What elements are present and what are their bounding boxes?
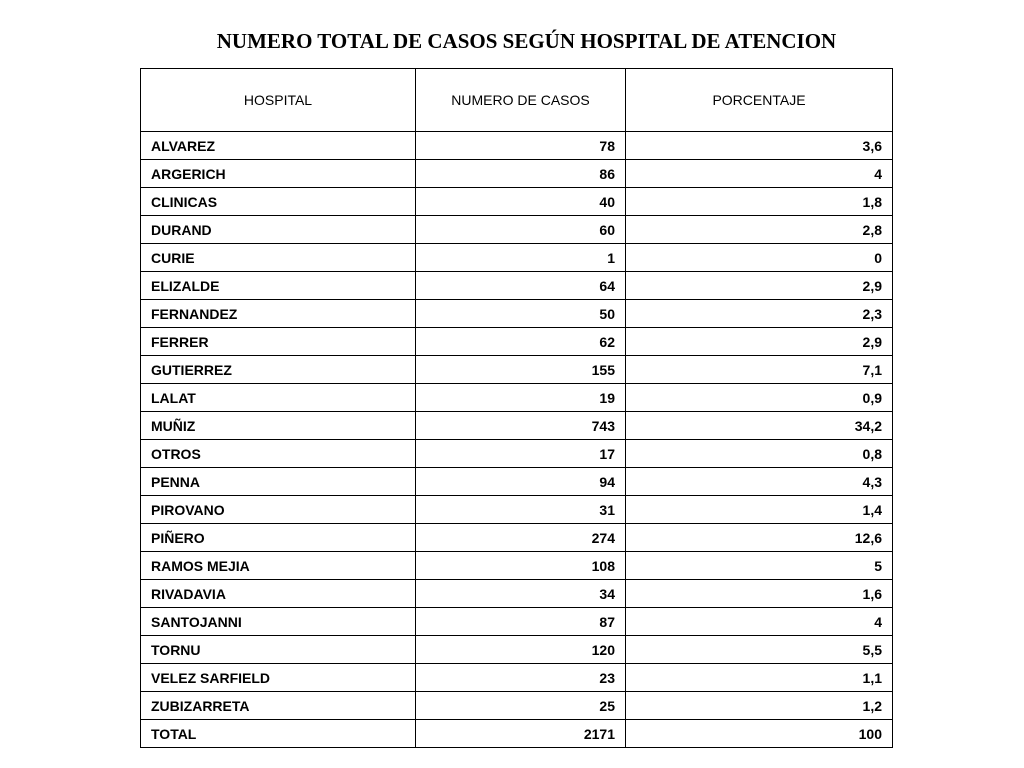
cell-hospital: FERRER xyxy=(141,328,416,356)
cell-hospital: DURAND xyxy=(141,216,416,244)
table-row xyxy=(141,636,893,664)
cell-numero-de-casos: 40 xyxy=(416,188,626,216)
cell-porcentaje: 5 xyxy=(626,552,893,580)
cell-hospital: ELIZALDE xyxy=(141,272,416,300)
cell-numero-de-casos: 31 xyxy=(416,496,626,524)
cell-numero-de-casos: 94 xyxy=(416,468,626,496)
cell-porcentaje: 12,6 xyxy=(626,524,893,552)
table-row xyxy=(141,580,893,608)
table-row xyxy=(141,132,893,160)
table-row xyxy=(141,356,893,384)
cell-hospital: ALVAREZ xyxy=(141,132,416,160)
table-row xyxy=(141,160,893,188)
table-row xyxy=(141,524,893,552)
cell-numero-de-casos: 155 xyxy=(416,356,626,384)
table-row xyxy=(141,440,893,468)
cell-hospital: ARGERICH xyxy=(141,160,416,188)
cell-porcentaje: 0,8 xyxy=(626,440,893,468)
total-row xyxy=(141,720,893,748)
table-row xyxy=(141,328,893,356)
cell-porcentaje: 1,1 xyxy=(626,664,893,692)
cell-porcentaje: 1,8 xyxy=(626,188,893,216)
cell-hospital: VELEZ SARFIELD xyxy=(141,664,416,692)
cell-numero-de-casos: 87 xyxy=(416,608,626,636)
cell-numero-de-casos: 274 xyxy=(416,524,626,552)
table-row xyxy=(141,496,893,524)
cell-porcentaje: 7,1 xyxy=(626,356,893,384)
cell-numero-de-casos: 19 xyxy=(416,384,626,412)
table-row xyxy=(141,412,893,440)
cell-porcentaje: 4 xyxy=(626,608,893,636)
table-row xyxy=(141,468,893,496)
table-row xyxy=(141,188,893,216)
cell-numero-de-casos: 64 xyxy=(416,272,626,300)
cell-hospital: LALAT xyxy=(141,384,416,412)
cell-numero-de-casos: 78 xyxy=(416,132,626,160)
cell-porcentaje: 2,8 xyxy=(626,216,893,244)
cell-hospital: CURIE xyxy=(141,244,416,272)
cell-numero-de-casos: 2171 xyxy=(416,720,626,748)
table-row xyxy=(141,300,893,328)
cell-porcentaje: 2,3 xyxy=(626,300,893,328)
table-row xyxy=(141,692,893,720)
cell-porcentaje: 4,3 xyxy=(626,468,893,496)
cell-porcentaje: 1,2 xyxy=(626,692,893,720)
table-row xyxy=(141,272,893,300)
cell-numero-de-casos: 120 xyxy=(416,636,626,664)
cell-hospital: OTROS xyxy=(141,440,416,468)
cell-hospital: RAMOS MEJIA xyxy=(141,552,416,580)
cell-numero-de-casos: 34 xyxy=(416,580,626,608)
cell-hospital: TORNU xyxy=(141,636,416,664)
cell-hospital: RIVADAVIA xyxy=(141,580,416,608)
cell-numero-de-casos: 17 xyxy=(416,440,626,468)
cell-porcentaje: 1,6 xyxy=(626,580,893,608)
table-row xyxy=(141,552,893,580)
cell-porcentaje: 3,6 xyxy=(626,132,893,160)
cell-porcentaje: 1,4 xyxy=(626,496,893,524)
cell-numero-de-casos: 60 xyxy=(416,216,626,244)
cell-numero-de-casos: 50 xyxy=(416,300,626,328)
header-porcentaje: PORCENTAJE xyxy=(626,69,893,132)
table-header-row xyxy=(141,69,893,132)
header-hospital: HOSPITAL xyxy=(141,69,416,132)
header-numero-de-casos: NUMERO DE CASOS xyxy=(416,69,626,132)
cell-numero-de-casos: 23 xyxy=(416,664,626,692)
cell-hospital: ZUBIZARRETA xyxy=(141,692,416,720)
cell-hospital: PIÑERO xyxy=(141,524,416,552)
cell-hospital: SANTOJANNI xyxy=(141,608,416,636)
cases-table xyxy=(140,68,893,748)
cell-hospital: TOTAL xyxy=(141,720,416,748)
cell-numero-de-casos: 86 xyxy=(416,160,626,188)
table-row xyxy=(141,608,893,636)
cell-porcentaje: 4 xyxy=(626,160,893,188)
cell-hospital: PIROVANO xyxy=(141,496,416,524)
cell-porcentaje: 34,2 xyxy=(626,412,893,440)
cell-numero-de-casos: 108 xyxy=(416,552,626,580)
cell-numero-de-casos: 62 xyxy=(416,328,626,356)
cell-porcentaje: 0 xyxy=(626,244,893,272)
cell-hospital: PENNA xyxy=(141,468,416,496)
table-row xyxy=(141,216,893,244)
cell-numero-de-casos: 25 xyxy=(416,692,626,720)
cell-hospital: GUTIERREZ xyxy=(141,356,416,384)
cell-porcentaje: 100 xyxy=(626,720,893,748)
cell-porcentaje: 2,9 xyxy=(626,272,893,300)
table-row xyxy=(141,384,893,412)
cell-porcentaje: 2,9 xyxy=(626,328,893,356)
cell-porcentaje: 0,9 xyxy=(626,384,893,412)
cell-porcentaje: 5,5 xyxy=(626,636,893,664)
cell-numero-de-casos: 743 xyxy=(416,412,626,440)
table-row xyxy=(141,244,893,272)
cell-hospital: FERNANDEZ xyxy=(141,300,416,328)
cell-numero-de-casos: 1 xyxy=(416,244,626,272)
page-title: NUMERO TOTAL DE CASOS SEGÚN HOSPITAL DE ATENCION xyxy=(216,29,837,53)
cell-hospital: CLINICAS xyxy=(141,188,416,216)
table-body xyxy=(141,132,893,748)
table-row xyxy=(141,664,893,692)
cell-hospital: MUÑIZ xyxy=(141,412,416,440)
